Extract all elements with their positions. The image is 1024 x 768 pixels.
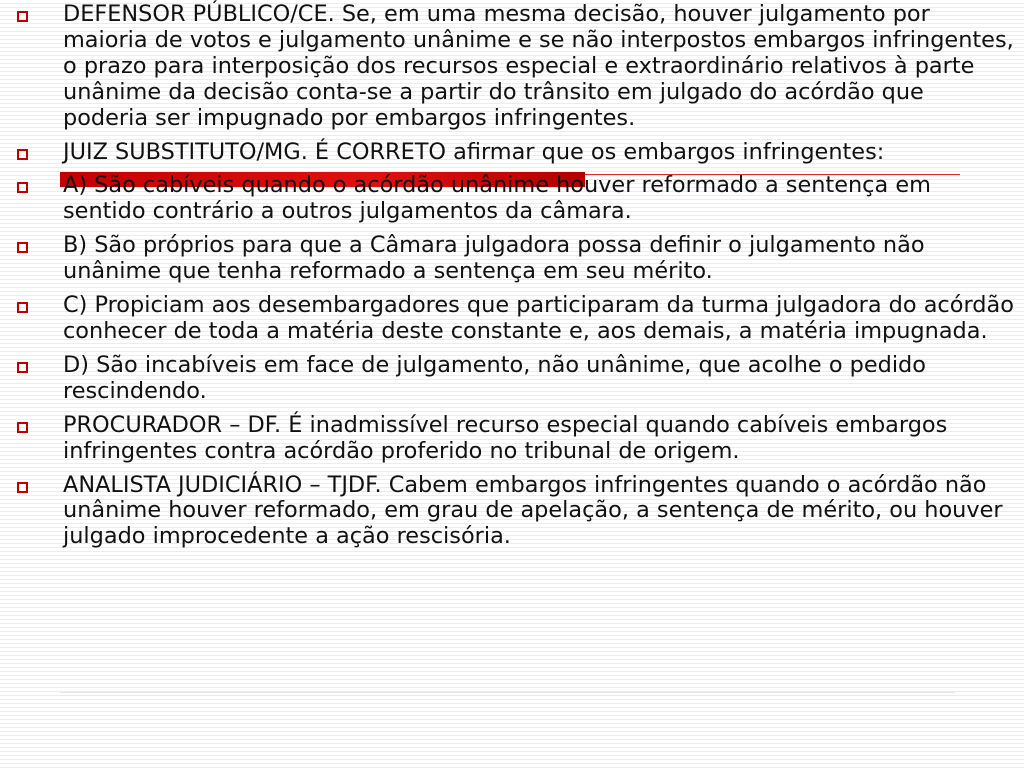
bullet-text: JUIZ SUBSTITUTO/MG. É CORRETO afirmar que os embargos infringentes: (63, 138, 885, 165)
bullet-text: D) São incabíveis em face de julgamento, não unânime, que acolhe o pedido rescindendo. (63, 351, 926, 404)
bottom-rule-line (60, 692, 955, 693)
bullet-item-option-c (0, 293, 1022, 345)
bullet-item-defensor (0, 2, 1022, 132)
bullet-text: DEFENSOR PÚBLICO/CE. Se, em uma mesma decisão, houver julgamento por maioria de votos e julgamento unânime e se não interpostos embargos infringentes, o prazo para interposição dos recursos especial e extraordinário relativos à parte unânime da decisão conta-se a partir do trânsito em julgado do acórdão que poderia ser impugnado por embargos infringentes. (63, 1, 1014, 131)
slide-bullet-list (0, 2, 1022, 558)
square-bullet-icon (17, 149, 28, 160)
square-bullet-icon (17, 482, 28, 493)
bullet-item-analista (0, 473, 1022, 551)
square-bullet-icon (17, 422, 28, 433)
square-bullet-icon (17, 242, 28, 253)
square-bullet-icon (17, 182, 28, 193)
bullet-item-procurador (0, 413, 1022, 465)
square-bullet-icon (17, 302, 28, 313)
bullet-text: A) São cabíveis quando o acórdão unânime houver reformado a sentença em sentido contrário a outros julgamentos da câmara. (63, 172, 931, 225)
square-bullet-icon (17, 11, 28, 22)
bullet-item-option-a (0, 173, 1022, 225)
bullet-item-option-b (0, 233, 1022, 285)
bullet-text: PROCURADOR – DF. É inadmissível recurso especial quando cabíveis embargos infringentes contra acórdão proferido no tribunal de origem. (63, 411, 948, 464)
bullet-text: B) São próprios para que a Câmara julgadora possa definir o julgamento não unânime que tenha reformado a sentença em seu mérito. (63, 232, 925, 285)
square-bullet-icon (17, 362, 28, 373)
bullet-item-juiz (0, 140, 1022, 166)
bullet-item-option-d (0, 353, 1022, 405)
bullet-text: C) Propiciam aos desembargadores que participaram da turma julgadora do acórdão conhecer de toda a matéria deste constante e, aos demais, a matéria impugnada. (63, 292, 1014, 344)
bullet-text: ANALISTA JUDICIÁRIO – TJDF. Cabem embargos infringentes quando o acórdão não unânime houver reformado, em grau de apelação, a sentença de mérito, ou houver julgado improcedente a ação rescisória. (63, 471, 1003, 550)
